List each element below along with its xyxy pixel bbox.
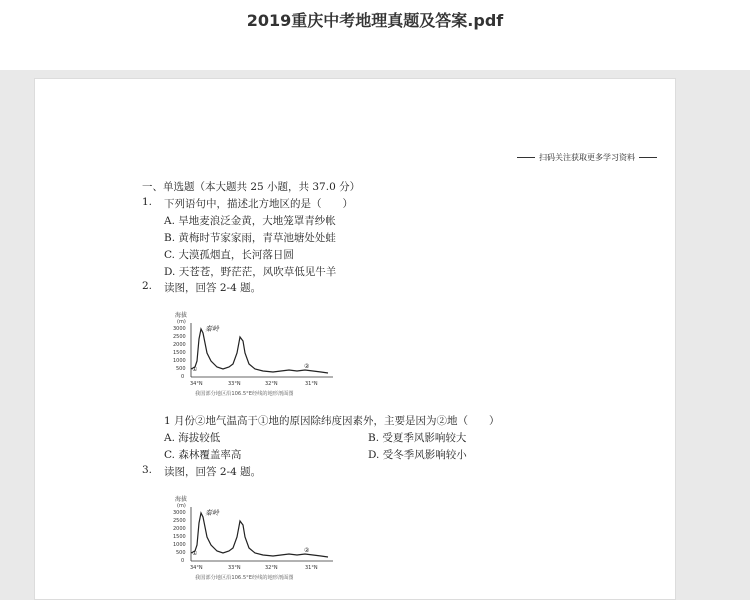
pdf-page[interactable] bbox=[34, 78, 676, 600]
question-1-option-d: D. 天苍苍，野茫茫，风吹草低见牛羊 bbox=[164, 266, 337, 278]
y-tick-1000-2: 1000 bbox=[173, 542, 186, 548]
y-tick-3000: 3000 bbox=[173, 326, 186, 332]
section-title: 一、单选题（本大题共 25 小题，共 37.0 分） bbox=[142, 181, 361, 193]
x-tick-32n-2: 32°N bbox=[265, 565, 278, 571]
y-tick-500: 500 bbox=[176, 366, 186, 372]
y-tick-3000-2: 3000 bbox=[173, 510, 186, 516]
question-2-option-a: A. 海拔较低 bbox=[164, 432, 221, 444]
question-2-sub-stem: 1 月份②地气温高于①地的原因除纬度因素外，主要是因为②地（ ） bbox=[164, 415, 500, 427]
question-1-stem: 下列语句中，描述北方地区的是（ ） bbox=[164, 198, 353, 210]
marker-2: ② bbox=[304, 363, 310, 370]
x-tick-32n: 32°N bbox=[265, 381, 278, 387]
y-tick-1000: 1000 bbox=[173, 358, 186, 364]
question-2-option-d: D. 受冬季风影响较小 bbox=[368, 449, 467, 461]
y-tick-2500-2: 2500 bbox=[173, 518, 186, 524]
marker-1-2: ① bbox=[192, 550, 198, 557]
question-1-option-c: C. 大漠孤烟直，长河落日圆 bbox=[164, 249, 294, 261]
peak-label: 秦岭 bbox=[205, 325, 219, 333]
y-tick-2000-2: 2000 bbox=[173, 526, 186, 532]
y-tick-2000: 2000 bbox=[173, 342, 186, 348]
y-tick-1500: 1500 bbox=[173, 350, 186, 356]
ylabel-2: 海拔 bbox=[175, 496, 188, 503]
figure-caption-2: 我国部分地区沿106.5°E经线的地形剖面图 bbox=[195, 575, 294, 581]
question-2-option-c: C. 森林覆盖率高 bbox=[164, 449, 242, 461]
y-tick-2500: 2500 bbox=[173, 334, 186, 340]
question-1-number: 1. bbox=[142, 196, 153, 208]
page-header-note bbox=[517, 152, 657, 163]
y-tick-0: 0 bbox=[181, 374, 185, 380]
x-tick-34n: 34°N bbox=[190, 381, 203, 387]
figure-caption: 我国部分地区沿106.5°E经线的地形剖面图 bbox=[195, 391, 294, 397]
header-rule-right bbox=[639, 157, 657, 158]
x-tick-34n-2: 34°N bbox=[190, 565, 203, 571]
x-tick-31n: 31°N bbox=[305, 381, 318, 387]
marker-1: ① bbox=[192, 366, 198, 373]
question-3-number: 3. bbox=[142, 464, 153, 476]
terrain-profile-chart-2 bbox=[173, 493, 343, 585]
marker-2-2: ② bbox=[304, 547, 310, 554]
terrain-profile-chart-1 bbox=[173, 309, 343, 401]
x-tick-33n: 33°N bbox=[228, 381, 241, 387]
header-note-text: 扫码关注获取更多学习资料 bbox=[539, 153, 635, 162]
document-title: 2019重庆中考地理真题及答案.pdf bbox=[246, 11, 504, 30]
yunit-2: (m) bbox=[177, 503, 186, 509]
header-rule-left bbox=[517, 157, 535, 158]
ylabel: 海拔 bbox=[175, 312, 188, 319]
y-tick-1500-2: 1500 bbox=[173, 534, 186, 540]
question-2-number: 2. bbox=[142, 280, 153, 292]
question-1-option-a: A. 旱地麦浪泛金黄，大地笼罩青纱帐 bbox=[164, 215, 336, 227]
x-tick-31n-2: 31°N bbox=[305, 565, 318, 571]
y-tick-0-2: 0 bbox=[181, 558, 185, 564]
question-2-stem: 读图，回答 2-4 题。 bbox=[164, 282, 262, 294]
x-tick-33n-2: 33°N bbox=[228, 565, 241, 571]
terrain-profile-figure-1 bbox=[173, 309, 343, 401]
y-tick-500-2: 500 bbox=[176, 550, 186, 556]
toolbar bbox=[0, 0, 750, 70]
yunit: (m) bbox=[177, 319, 186, 325]
terrain-profile-figure-2 bbox=[173, 493, 343, 585]
question-2-option-b: B. 受夏季风影响较大 bbox=[368, 432, 467, 444]
question-3-stem: 读图，回答 2-4 题。 bbox=[164, 466, 262, 478]
question-1-option-b: B. 黄梅时节家家雨，青草池塘处处蛙 bbox=[164, 232, 336, 244]
peak-label-2: 秦岭 bbox=[205, 509, 219, 517]
